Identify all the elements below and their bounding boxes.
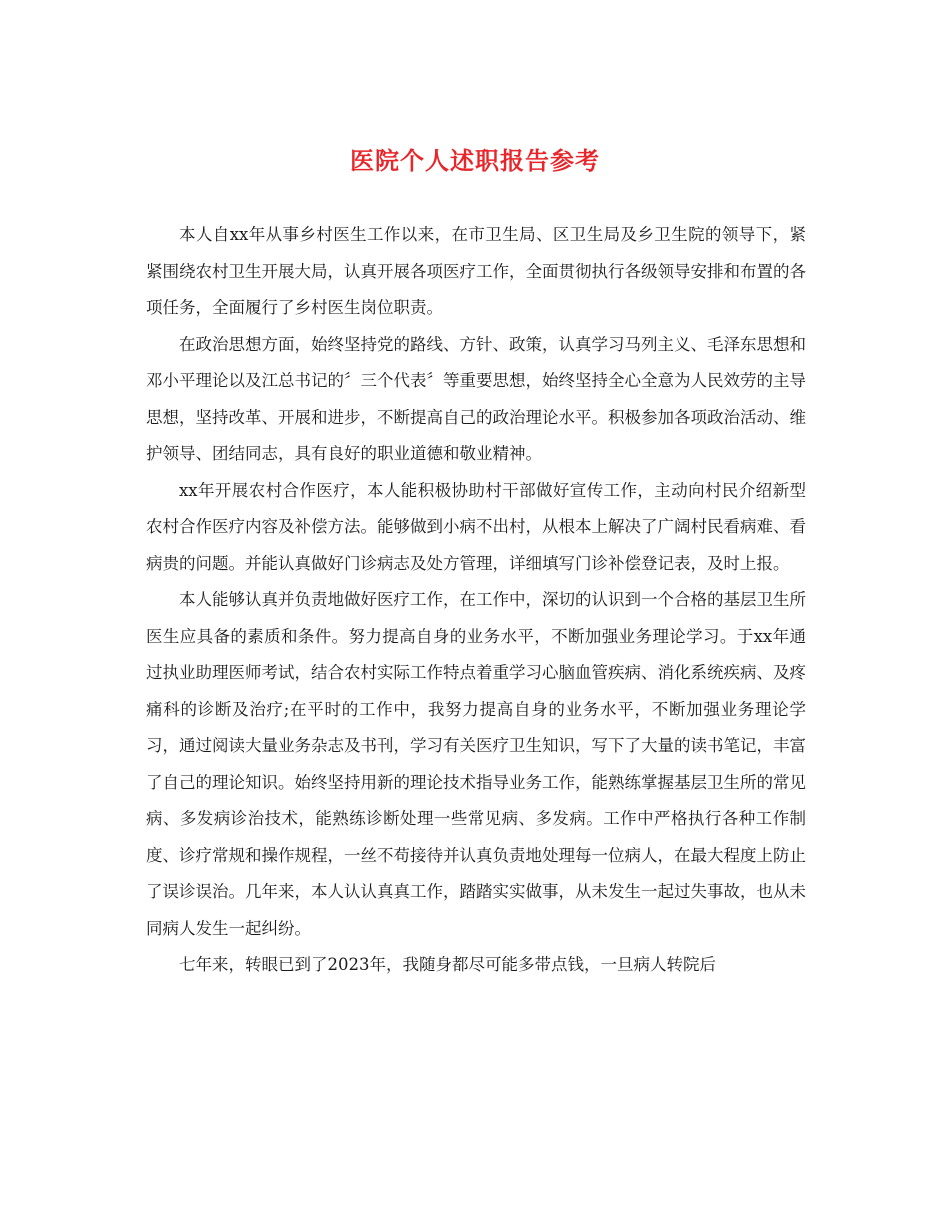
paragraph-intro: 本人自xx年从事乡村医生工作以来，在市卫生局、区卫生局及乡卫生院的领导下，紧紧围绕农村卫生开展大局，认真开展各项医疗工作，全面贯彻执行各级领导安排和布置的各项任务，全面履行了乡村医生岗位职责。 [146, 225, 806, 317]
paragraph-medical-work: 本人能够认真并负责地做好医疗工作，在工作中，深切的认识到一个合格的基层卫生所医生应具备的素质和条件。努力提高自身的业务水平，不断加强业务理论学习。于xx年通过执业助理医师考试，结合农村实际工作特点着重学习心脑血管疾病、消化系统疾病、及疼痛科的诊断及治疗;在平时的工作中，我努力提高自身的业务水平，不断加强业务理论学习，通过阅读大量业务杂志及书刊，学习有关医疗卫生知识，写下了大量的读书笔记，丰富了自己的理论知识。始终坚持用新的理论技术指导业务工作，能熟练掌握基层卫生所的常见病、多发病诊治技术，能熟练诊断处理一些常见病、多发病。工作中严格执行各种工作制度、诊疗常规和操作规程，一丝不苟接待并认真负责地处理每一位病人，在最大程度上防止了误诊误治。几年来，本人认认真真工作，踏踏实实做事，从未发生一起过失事故，也从未同病人发生一起纠纷。 [146, 590, 806, 938]
paragraph-seven-years: 七年来，转眼已到了2023年，我随身都尽可能多带点钱，一旦病人转院后 [179, 955, 716, 974]
paragraph-cooperative-medical: xx年开展农村合作医疗，本人能积极协助村干部做好宣传工作，主动向村民介绍新型农村合作医疗内容及补偿方法。能够做到小病不出村，从根本上解决了广阔村民看病难、看病贵的问题。并能认真做好门诊病志及处方管理，详细填写门诊补偿登记表，及时上报。 [146, 480, 806, 573]
paragraph-political-thought: 在政治思想方面，始终坚持党的路线、方针、政策，认真学习马列主义、毛泽东思想和邓小平理论以及江总书记的〞三个代表〞等重要思想，始终坚持全心全意为人民效劳的主导思想，坚持改革、开展和进步，不断提高自己的政治理论水平。积极参加各项政治活动、维护领导、团结同志，具有良好的职业道德和敬业精神。 [146, 334, 806, 463]
document-title: 医院个人述职报告参考 [350, 146, 600, 175]
document-body [146, 217, 806, 984]
